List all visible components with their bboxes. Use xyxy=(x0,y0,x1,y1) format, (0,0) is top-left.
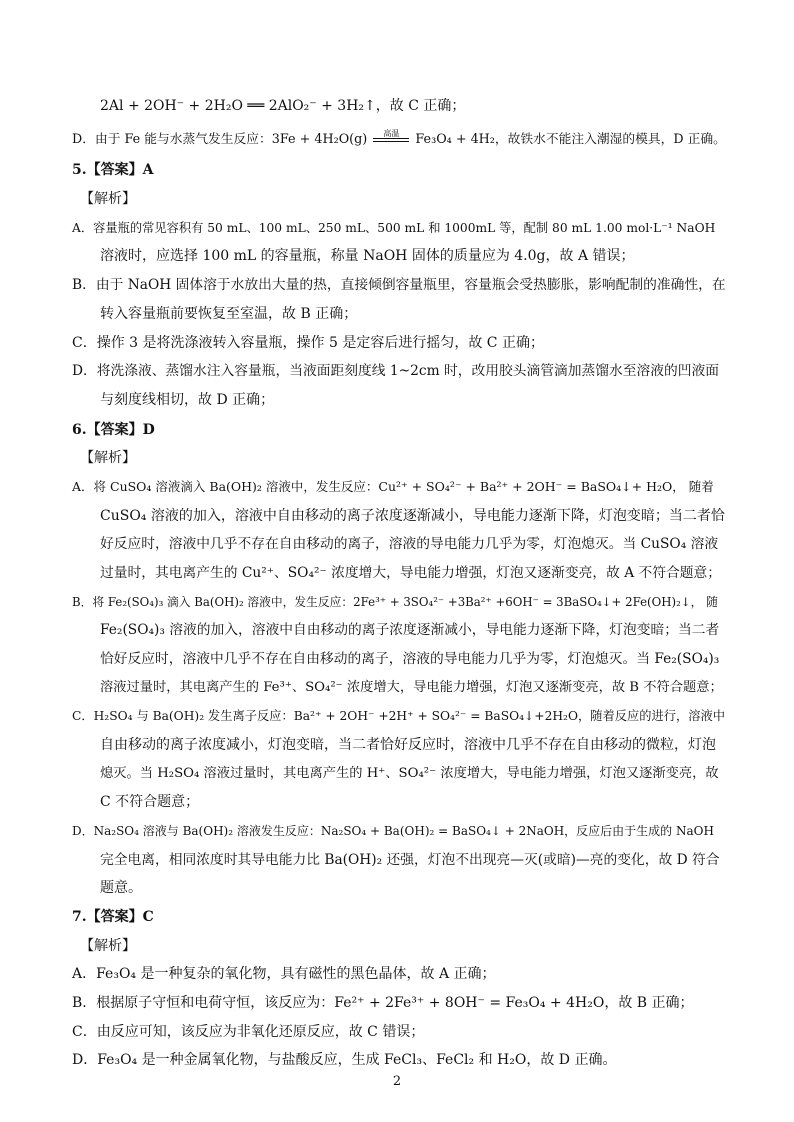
q5-analysis-label: 【解析】 xyxy=(80,191,136,207)
q7-option-d: D．Fe₃O₄ 是一种金属氧化物，与盐酸反应，生成 FeCl₃、FeCl₂ 和 H₂O，故 D 正确。 xyxy=(72,1052,617,1068)
q6-option-c-cont-1: 自由移动的离子浓度减小，灯泡变暗，当二者恰好反应时，溶液中几乎不存在自由移动的微粒，灯泡 xyxy=(100,737,716,753)
q6-option-c-cont-3: C 不符合题意； xyxy=(100,794,200,810)
q6-option-a-cont-3: 过量时，其电离产生的 Cu²⁺、SO₄²⁻ 浓度增大，导电能力增强，灯泡又逐渐变亮，故 A 不符合题意； xyxy=(100,565,722,581)
q5-option-d-cont: 与刻度线相切，故 D 正确； xyxy=(100,392,275,408)
equal-bar-bottom xyxy=(373,141,409,142)
q6-option-c: C．H₂SO₄ 与 Ba(OH)₂ 发生离子反应：Ba²⁺ + 2OH⁻ +2H⁺ + SO₄²⁻ = BaSO₄↓+2H₂O，随着反应的进行，溶液中 xyxy=(72,709,725,723)
q6-option-a-cont-1: CuSO₄ 溶液的加入，溶液中自由移动的离子浓度逐渐减小，导电能力逐渐下降，灯泡变暗；当二者恰 xyxy=(100,508,725,524)
q6-option-d: D．Na₂SO₄ 溶液与 Ba(OH)₂ 溶液发生反应：Na₂SO₄ + Ba(OH)₂ = BaSO₄↓ + 2NaOH，反应后由于生成的 NaOH xyxy=(72,824,714,838)
q7-option-b: B．根据原子守恒和电荷守恒，该反应为：Fe²⁺ + 2Fe³⁺ + 8OH⁻ = Fe₃O₄ + 4H₂O，故 B 正确； xyxy=(72,995,694,1011)
page-number: 2 xyxy=(392,1074,402,1089)
q7-analysis-label: 【解析】 xyxy=(80,938,136,954)
q6-option-b-cont-2: 恰好反应时，溶液中几乎不存在自由移动的离子，溶液的导电能力几乎为零，灯泡熄灭。当 Fe₂(SO₄)₃ xyxy=(100,651,720,667)
q6-analysis-label: 【解析】 xyxy=(80,450,136,466)
q5-answer-heading: 5.【答案】A xyxy=(72,162,154,178)
q6-option-d-cont-1: 完全电离，相同浓度时其导电能力比 Ba(OH)₂ 还强，灯泡不出现亮—灭(或暗)—亮的变化，故 D 符合 xyxy=(100,852,720,868)
q7-option-a: A．Fe₃O₄ 是一种复杂的氧化物，具有磁性的黑色晶体，故 A 正确； xyxy=(72,966,496,982)
equal-bar-top xyxy=(373,138,409,139)
q6-option-d-cont-2: 题意。 xyxy=(100,880,142,896)
q6-option-c-cont-2: 熄灭。当 H₂SO₄ 溶液过量时，其电离产生的 H⁺、SO₄²⁻ 浓度增大，导电能力增强，灯泡又逐渐变亮，故 xyxy=(100,766,719,781)
q5-option-b-cont: 转入容量瓶前要恢复至室温，故 B 正确； xyxy=(100,306,358,322)
q4-option-c-equation: 2Al + 2OH⁻ + 2H₂O ══ 2AlO₂⁻ + 3H₂↑，故 C 正确； xyxy=(100,98,466,114)
q6-option-a: A．将 CuSO₄ 溶液滴入 Ba(OH)₂ 溶液中，发生反应：Cu²⁺ + SO₄²⁻ + Ba²⁺ + 2OH⁻ = BaSO₄↓+ H₂O， 随着 xyxy=(72,479,714,494)
equilibrium-sign xyxy=(371,128,411,147)
reaction-condition-label: 高温 xyxy=(383,128,400,138)
q5-option-b: B．由于 NaOH 固体溶于水放出大量的热，直接倾倒容量瓶里，容量瓶会受热膨胀，影响配制的准确性，在 xyxy=(72,277,726,293)
q4-option-d-text-a: D．由于 Fe 能与水蒸气发生反应：3Fe + 4H₂O(g) xyxy=(72,132,368,147)
q4-option-d xyxy=(72,130,726,150)
q7-answer-heading: 7.【答案】C xyxy=(72,909,154,925)
q6-option-b: B．将 Fe₂(SO₄)₃ 滴入 Ba(OH)₂ 溶液中，发生反应：2Fe³⁺ + 3SO₄²⁻ +3Ba²⁺ +6OH⁻ = 3BaSO₄↓+ 2Fe(OH)₂↓， 随 xyxy=(72,595,718,609)
q6-answer-heading: 6.【答案】D xyxy=(72,422,155,438)
q6-option-a-cont-2: 好反应时，溶液中几乎不存在自由移动的离子，溶液的导电能力几乎为零，灯泡熄灭。当 CuSO₄ 溶液 xyxy=(100,536,719,552)
q5-option-a-cont: 溶液时，应选择 100 mL 的容量瓶，称量 NaOH 固体的质量应为 4.0g，故 A 错误； xyxy=(100,248,635,264)
q7-option-c: C．由反应可知，该反应为非氧化还原反应，故 C 错误； xyxy=(72,1024,425,1040)
q6-option-b-cont-1: Fe₂(SO₄)₃ 溶液的加入，溶液中自由移动的离子浓度逐渐减小，导电能力逐渐下降，灯泡变暗；当二者 xyxy=(100,622,720,638)
q4-option-d-text-b: Fe₃O₄ + 4H₂，故铁水不能注入潮湿的模具，D 正确。 xyxy=(415,132,726,147)
q5-option-d: D．将洗涤液、蒸馏水注入容量瓶，当液面距刻度线 1~2cm 时，改用胶头滴管滴加蒸馏水至溶液的凹液面 xyxy=(72,363,720,379)
q6-option-b-cont-3: 溶液过量时，其电离产生的 Fe³⁺、SO₄²⁻ 浓度增大，导电能力增强，灯泡又逐渐变亮，故 B 不符合题意； xyxy=(100,680,723,695)
q5-option-c: C．操作 3 是将洗涤液转入容量瓶，操作 5 是定容后进行摇匀，故 C 正确； xyxy=(72,335,544,351)
q5-option-a: A．容量瓶的常见容积有 50 mL、100 mL、250 mL、500 mL 和 1000mL 等，配制 80 mL 1.00 mol·L⁻¹ NaOH xyxy=(72,221,716,235)
